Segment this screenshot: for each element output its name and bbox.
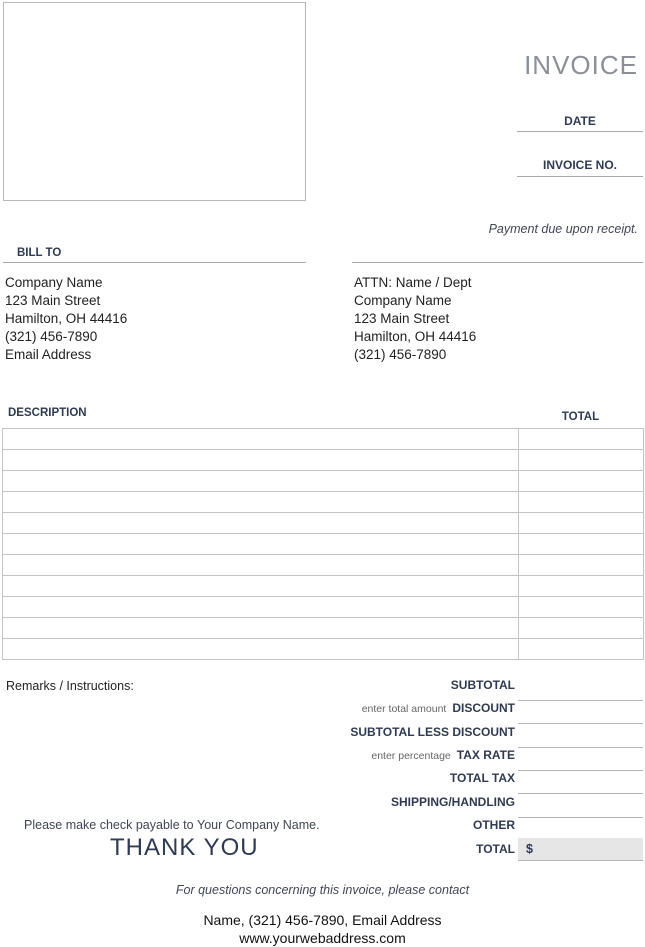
summary-row-discount <box>300 701 643 724</box>
description-cell[interactable] <box>3 534 519 555</box>
description-cell[interactable] <box>3 639 519 660</box>
total-cell[interactable] <box>519 555 644 576</box>
total-cell[interactable] <box>519 639 644 660</box>
description-cell[interactable] <box>3 429 519 450</box>
total-cell[interactable] <box>519 429 644 450</box>
summary-label: TOTAL TAX <box>449 771 515 785</box>
total-cell[interactable] <box>519 618 644 639</box>
total-cell[interactable] <box>519 450 644 471</box>
summary-label: SUBTOTAL <box>450 678 515 692</box>
invoice-no-field[interactable] <box>517 176 643 177</box>
thank-you: THANK YOU <box>110 834 259 861</box>
description-header: DESCRIPTION <box>8 407 87 419</box>
table-row <box>3 429 644 450</box>
contact-block <box>0 911 645 947</box>
table-row <box>3 534 644 555</box>
description-cell[interactable] <box>3 576 519 597</box>
address-line: Hamilton, OH 44416 <box>354 329 477 344</box>
table-row <box>3 639 644 660</box>
address-line: Company Name <box>5 275 103 290</box>
description-cell[interactable] <box>3 597 519 618</box>
address-line: (321) 456-7890 <box>354 347 447 362</box>
remarks-label: Remarks / Instructions: <box>6 679 134 693</box>
check-payable-note: Please make check payable to Your Company Name. <box>24 818 320 832</box>
table-row <box>3 555 644 576</box>
bill-to-address <box>5 274 127 364</box>
summary-row-subtotal <box>300 678 643 701</box>
description-cell[interactable] <box>3 618 519 639</box>
summary-label: enter percentage TAX RATE <box>371 748 515 762</box>
total-cell[interactable] <box>519 576 644 597</box>
description-cell[interactable] <box>3 471 519 492</box>
summary-label: enter total amount DISCOUNT <box>361 701 515 715</box>
table-row <box>3 597 644 618</box>
subtotal-less-discount-value[interactable] <box>518 725 643 748</box>
summary-row-total <box>300 838 643 861</box>
ship-to-address <box>354 274 476 364</box>
questions-note: For questions concerning this invoice, please contact <box>175 883 470 897</box>
shipping-value[interactable] <box>518 795 643 818</box>
invoice-title: INVOICE <box>524 50 638 80</box>
total-cell[interactable] <box>519 513 644 534</box>
address-line: 123 Main Street <box>354 311 450 326</box>
total-cell[interactable] <box>519 492 644 513</box>
summary-label: SUBTOTAL LESS DISCOUNT <box>350 725 515 739</box>
summary-label: SHIPPING/HANDLING <box>390 795 515 809</box>
description-cell[interactable] <box>3 555 519 576</box>
summary-label: OTHER <box>473 818 515 832</box>
table-row <box>3 513 644 534</box>
table-row <box>3 471 644 492</box>
address-line: ATTN: Name / Dept <box>354 275 472 290</box>
tax-rate-value[interactable] <box>518 748 643 771</box>
address-line: Email Address <box>5 347 92 362</box>
invoice-no-label: INVOICE NO. <box>542 158 617 172</box>
bill-to-label: BILL TO <box>17 247 62 259</box>
address-line: (321) 456-7890 <box>5 329 98 344</box>
summary-row-tax-rate <box>300 748 643 771</box>
summary-row-total-tax <box>300 771 643 794</box>
subtotal-value[interactable] <box>518 678 643 701</box>
ship-to-rule <box>352 262 643 263</box>
bill-to-rule <box>3 262 306 263</box>
summary-row-shipping <box>300 795 643 818</box>
table-row <box>3 576 644 597</box>
address-line: Company Name <box>354 293 452 308</box>
description-cell[interactable] <box>3 450 519 471</box>
total-tax-value[interactable] <box>518 771 643 794</box>
total-header: TOTAL <box>561 411 600 423</box>
logo-placeholder[interactable] <box>3 2 306 201</box>
total-cell[interactable] <box>519 471 644 492</box>
line-items-table <box>2 428 644 660</box>
total-cell[interactable] <box>519 534 644 555</box>
table-row <box>3 618 644 639</box>
summary-label: TOTAL <box>476 842 515 856</box>
currency-symbol: $ <box>526 842 533 856</box>
website[interactable]: www.yourwebaddress.com <box>239 930 406 946</box>
grand-total-value[interactable] <box>518 838 643 861</box>
payment-terms: Payment due upon receipt. <box>488 222 638 236</box>
address-line: Hamilton, OH 44416 <box>5 311 128 326</box>
summary-row-subtotal-less-discount <box>300 725 643 748</box>
description-cell[interactable] <box>3 513 519 534</box>
payee-company: Your Company Name. <box>197 818 320 832</box>
table-row <box>3 492 644 513</box>
date-label: DATE <box>564 114 596 128</box>
total-cell[interactable] <box>519 597 644 618</box>
discount-value[interactable] <box>518 701 643 724</box>
date-field[interactable] <box>517 131 643 132</box>
address-line: 123 Main Street <box>5 293 101 308</box>
table-row <box>3 450 644 471</box>
description-cell[interactable] <box>3 492 519 513</box>
contact-line: Name, (321) 456-7890, Email Address <box>203 912 442 928</box>
